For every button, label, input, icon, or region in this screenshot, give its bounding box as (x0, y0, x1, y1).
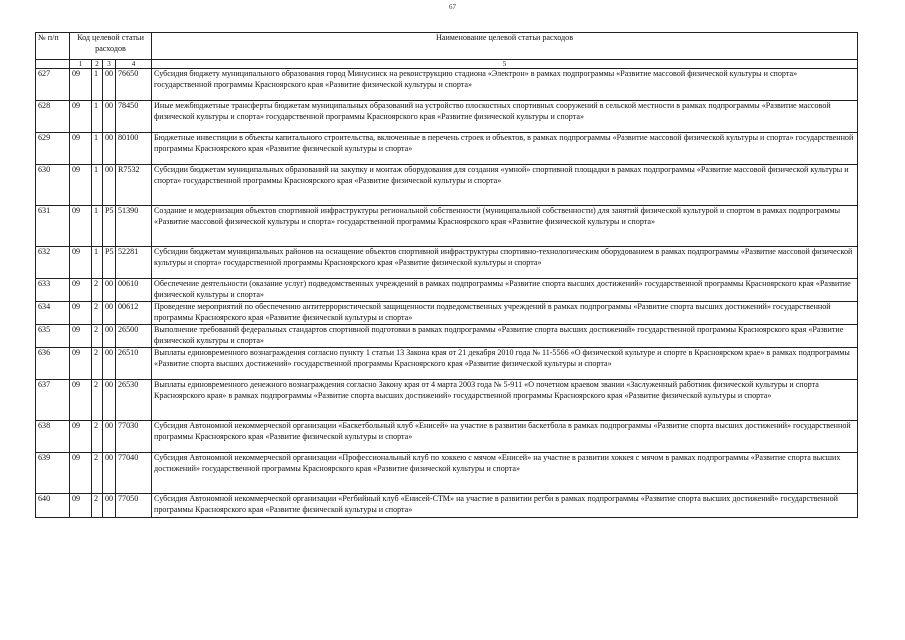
code-item: 26530 (116, 380, 152, 421)
code-direction: 00 (103, 348, 116, 380)
code-item: 00610 (116, 279, 152, 302)
row-number: 635 (36, 325, 70, 348)
table-row (36, 348, 858, 380)
code-subprogram: 1 (92, 133, 103, 165)
code-direction: 00 (103, 279, 116, 302)
table-row (36, 302, 858, 325)
code-item: 77050 (116, 494, 152, 518)
code-subprogram: 2 (92, 325, 103, 348)
row-number: 632 (36, 247, 70, 279)
code-section: 09 (70, 206, 92, 247)
code-direction: P5 (103, 206, 116, 247)
row-number: 637 (36, 380, 70, 421)
row-number: 639 (36, 453, 70, 494)
code-direction: 00 (103, 494, 116, 518)
code-item: 77030 (116, 421, 152, 453)
code-subprogram: 1 (92, 165, 103, 206)
row-description: Субсидия бюджету муниципального образования город Минусинск на реконструкцию стадиона «Электрон» в рамках подпрограммы «Развитие массовой физической культуры и спорта» государственной программы Красноярского края «Развитие физической культуры и спорта» (152, 69, 858, 101)
code-item: 26500 (116, 325, 152, 348)
code-subprogram: 1 (92, 206, 103, 247)
column-index-row (36, 60, 858, 69)
code-section: 09 (70, 69, 92, 101)
code-section: 09 (70, 101, 92, 133)
table-row (36, 453, 858, 494)
header-number: № п/п (36, 33, 70, 60)
column-index: 1 (70, 60, 92, 69)
row-number: 628 (36, 101, 70, 133)
code-item: 52281 (116, 247, 152, 279)
table-row (36, 69, 858, 101)
header-code: Код целевой статьи расходов (70, 33, 152, 60)
table-row (36, 247, 858, 279)
code-subprogram: 2 (92, 380, 103, 421)
code-direction: 00 (103, 101, 116, 133)
code-section: 09 (70, 348, 92, 380)
row-description: Выплаты единовременного вознаграждения согласно пункту 1 статьи 13 Закона края от 21 декабря 2010 года № 11-5566 «О физической культуре и спорте в Красноярском крае» в рамках подпрограммы «Развитие спорта высших достижений» государственной программы Красноярского края «Развитие физической культуры и спорта» (152, 348, 858, 380)
row-description: Субсидия Автономной некоммерческой организации «Регбийный клуб «Енисей-СТМ» на участие в развитии регби в рамках подпрограммы «Развитие спорта высших достижений» государственной программы Красноярского края «Развитие физической культуры и спорта» (152, 494, 858, 518)
code-section: 09 (70, 133, 92, 165)
code-section: 09 (70, 302, 92, 325)
code-direction: 00 (103, 325, 116, 348)
code-item: R7532 (116, 165, 152, 206)
table-row (36, 101, 858, 133)
table-body (36, 69, 858, 518)
row-description: Субсидии бюджетам муниципальных образований на закупку и монтаж оборудования для создания «умной» спортивной площадки в рамках подпрограммы «Развитие массовой физической культуры и спорта» государственной программы Красноярского края «Развитие физической культуры и спорта» (152, 165, 858, 206)
budget-table (35, 32, 858, 518)
code-section: 09 (70, 325, 92, 348)
row-description: Проведение мероприятий по обеспечению антитеррористической защищенности подведомственных учреждений в рамках подпрограммы «Развитие спорта высших достижений» государственной программы Красноярского края «Развитие физической культуры и спорта» (152, 302, 858, 325)
code-subprogram: 2 (92, 453, 103, 494)
row-description: Создание и модернизация объектов спортивной инфраструктуры региональной собственности (муниципальной собственности) для занятий физической культурой и спортом в рамках подпрограммы «Развитие массовой физической культуры и спорта» государственной программы Красноярского края «Развитие физической культуры и спорта» (152, 206, 858, 247)
code-direction: P5 (103, 247, 116, 279)
page-number: 67 (449, 3, 456, 11)
row-description: Субсидии бюджетам муниципальных районов на оснащение объектов спортивной инфраструктуры спортивно-технологическим оборудованием в рамках подпрограммы «Развитие массовой физической культуры и спорта» государственной программы Красноярского края «Развитие физической культуры и спорта» (152, 247, 858, 279)
code-item: 77040 (116, 453, 152, 494)
code-section: 09 (70, 380, 92, 421)
code-section: 09 (70, 421, 92, 453)
row-number: 640 (36, 494, 70, 518)
code-direction: 00 (103, 421, 116, 453)
code-item: 76650 (116, 69, 152, 101)
code-section: 09 (70, 247, 92, 279)
code-direction: 00 (103, 69, 116, 101)
code-subprogram: 2 (92, 348, 103, 380)
row-number: 636 (36, 348, 70, 380)
column-index: 2 (92, 60, 103, 69)
code-item: 78450 (116, 101, 152, 133)
header-row (36, 33, 858, 60)
table-row (36, 279, 858, 302)
table-row (36, 421, 858, 453)
table-row (36, 494, 858, 518)
code-direction: 00 (103, 302, 116, 325)
row-description: Субсидия Автономной некоммерческой организации «Профессиональный клуб по хоккею с мячом «Енисей» на участие в развитии хоккея с мячом в рамках подпрограммы «Развитие спорта высших достижений» государственной программы Красноярского края «Развитие физической культуры и спорта» (152, 453, 858, 494)
code-subprogram: 2 (92, 279, 103, 302)
code-subprogram: 1 (92, 101, 103, 133)
row-number: 627 (36, 69, 70, 101)
column-index: 3 (103, 60, 116, 69)
table-row (36, 133, 858, 165)
code-direction: 00 (103, 165, 116, 206)
code-section: 09 (70, 494, 92, 518)
code-subprogram: 2 (92, 421, 103, 453)
code-item: 51390 (116, 206, 152, 247)
code-item: 00612 (116, 302, 152, 325)
column-index: 4 (116, 60, 152, 69)
row-description: Субсидия Автономной некоммерческой организации «Баскетбольный клуб «Енисей» на участие в развитии баскетбола в рамках подпрограммы «Развитие спорта высших достижений» государственной программы Красноярского края «Развитие физической культуры и спорта» (152, 421, 858, 453)
code-item: 26510 (116, 348, 152, 380)
row-number: 631 (36, 206, 70, 247)
table-row (36, 165, 858, 206)
table-row (36, 325, 858, 348)
code-subprogram: 2 (92, 302, 103, 325)
row-description: Бюджетные инвестиции в объекты капитального строительства, включенные в перечень строек и объектов, в рамках подпрограммы «Развитие массовой физической культуры и спорта» государственной программы Красноярского края «Развитие физической культуры и спорта» (152, 133, 858, 165)
code-direction: 00 (103, 133, 116, 165)
code-subprogram: 1 (92, 69, 103, 101)
row-number: 633 (36, 279, 70, 302)
code-section: 09 (70, 453, 92, 494)
row-number: 638 (36, 421, 70, 453)
column-index: 5 (152, 60, 858, 69)
code-direction: 00 (103, 380, 116, 421)
code-subprogram: 1 (92, 247, 103, 279)
row-description: Иные межбюджетные трансферты бюджетам муниципальных образований на устройство плоскостных спортивных сооружений в сельской местности в рамках подпрограммы «Развитие массовой физической культуры и спорта» государственной программы Красноярского края «Развитие физической культуры и спорта» (152, 101, 858, 133)
table-row (36, 206, 858, 247)
row-description: Выплаты единовременного денежного вознаграждения согласно Закону края от 4 марта 2003 года № 5-911 «О почетном краевом звании «Заслуженный работник физической культуры и спорта Красноярского края» в рамках подпрограммы «Развитие спорта высших достижений» государственной программы Красноярского края «Развитие физической культуры и спорта» (152, 380, 858, 421)
row-number: 630 (36, 165, 70, 206)
code-subprogram: 2 (92, 494, 103, 518)
row-description: Обеспечение деятельности (оказание услуг) подведомственных учреждений в рамках подпрограммы «Развитие спорта высших достижений» государственной программы Красноярского края «Развитие физической культуры и спорта» (152, 279, 858, 302)
code-direction: 00 (103, 453, 116, 494)
header-name: Наименование целевой статьи расходов (152, 33, 858, 60)
row-description: Выполнение требований федеральных стандартов спортивной подготовки в рамках подпрограммы «Развитие спорта высших достижений» государственной программы Красноярского края «Развитие физической культуры и спорта» (152, 325, 858, 348)
table-row (36, 380, 858, 421)
row-number: 629 (36, 133, 70, 165)
code-item: 80100 (116, 133, 152, 165)
row-number: 634 (36, 302, 70, 325)
code-section: 09 (70, 165, 92, 206)
column-index (36, 60, 70, 69)
code-section: 09 (70, 279, 92, 302)
